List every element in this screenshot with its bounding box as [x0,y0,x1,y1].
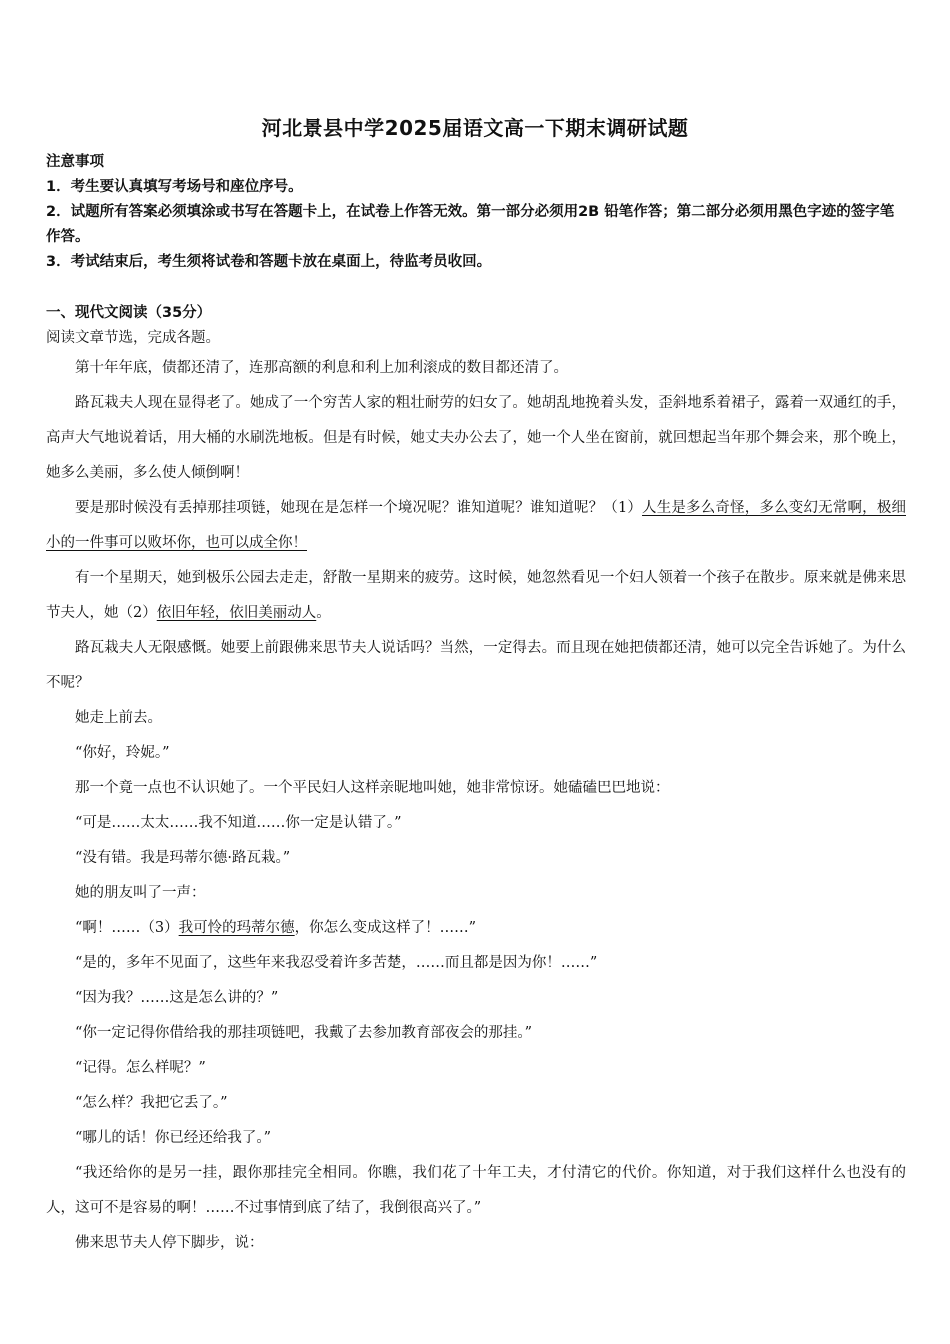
paragraph: “你好，玲妮。” [75,745,170,761]
paragraph: 路瓦栽夫人无限感慨。她要上前跟佛来思节夫人说话吗？当然，一定得去。而且现在她把债都还清，她可以完全告诉她了。为什么不呢？ [46,640,906,691]
paragraph: 佛来思节夫人停下脚步，说： [75,1235,264,1251]
paragraph: “因为我？……这是怎么讲的？” [75,990,279,1006]
paragraph: 她的朋友叫了一声： [75,885,206,901]
paragraph [46,491,906,561]
notice-heading: 注意事项 [46,154,104,170]
underlined-sentence-1: 人生是多么奇怪，多么变幻无常啊，极细小的一件事可以败坏你，也可以成全你！ [46,500,906,551]
passage [46,351,906,1261]
paragraph [46,911,906,946]
paragraph-text: “啊！……（3） [75,920,179,936]
paragraph: “哪儿的话！你已经还给我了。” [75,1130,272,1146]
paragraph: “是的，多年不见面了，这些年来我忍受着许多苦楚，……而且都是因为你！……” [75,955,598,971]
underlined-sentence-2: 依旧年轻，依旧美丽动人 [156,605,317,621]
paragraph: “我还给你的是另一挂，跟你那挂完全相同。你瞧，我们花了十年工夫，才付清它的代价。你知道，对于我们这样什么也没有的人，这可不是容易的啊！……不过事情到底了结了，我倒很高兴了。” [46,1165,906,1216]
notice-item-1: 1．考生要认真填写考场号和座位序号。 [46,179,303,195]
paragraph: 那一个竟一点也不认识她了。一个平民妇人这样亲昵地叫她，她非常惊讶。她磕磕巴巴地说： [75,780,670,796]
section-instruction: 阅读文章节选，完成各题。 [46,330,220,346]
paragraph: 第十年年底，债都还清了，连那高额的利息和利上加利滚成的数目都还清了。 [75,360,568,376]
paragraph: “可是……太太……我不知道……你一定是认错了。” [75,815,402,831]
paragraph [46,561,906,631]
paragraph: 路瓦栽夫人现在显得老了。她成了一个穷苦人家的粗壮耐劳的妇女了。她胡乱地挽着头发，歪斜地系着裙子，露着一双通红的手，高声大气地说着话，用大桶的水刷洗地板。但是有时候，她丈夫办公去了，她一个人坐在窗前，就回想起当年那个舞会来，那个晚上，她多么美丽，多么使人倾倒啊！ [46,395,906,481]
paragraph: “没有错。我是玛蒂尔德·路瓦栽。” [75,850,291,866]
notice-item-3: 3．考试结束后，考生须将试卷和答题卡放在桌面上，待监考员收回。 [46,254,492,270]
paragraph: “怎么样？我把它丢了。” [75,1095,228,1111]
paragraph: “你一定记得你借给我的那挂项链吧，我戴了去参加教育部夜会的那挂。” [75,1025,533,1041]
underlined-sentence-3: 我可怜的玛蒂尔德 [178,920,295,936]
section-heading: 一、现代文阅读（35分） [46,305,212,321]
paragraph: “记得。怎么样呢？” [75,1060,206,1076]
paragraph-text: 要是那时候没有丢掉那挂项链，她现在是怎样一个境况呢？谁知道呢？谁知道呢？（1） [75,500,643,516]
notice-item-2: 2．试题所有答案必须填涂或书写在答题卡上，在试卷上作答无效。第一部分必须用2B 铅笔作答；第二部分必须用黑色字迹的签字笔作答。 [46,204,895,245]
page-title: 河北景县中学2025届语文高一下期末调研试题 [261,116,689,140]
paragraph-text: ，你怎么变成这样了！……” [294,920,477,936]
paragraph-text: 有一个星期天，她到极乐公园去走走，舒散一星期来的疲劳。这时候，她忽然看见一个妇人领着一个孩子在散步。原来就是佛来思节夫人，她（2） [46,570,906,621]
paragraph-text: 。 [316,605,331,621]
paragraph: 她走上前去。 [75,710,162,726]
